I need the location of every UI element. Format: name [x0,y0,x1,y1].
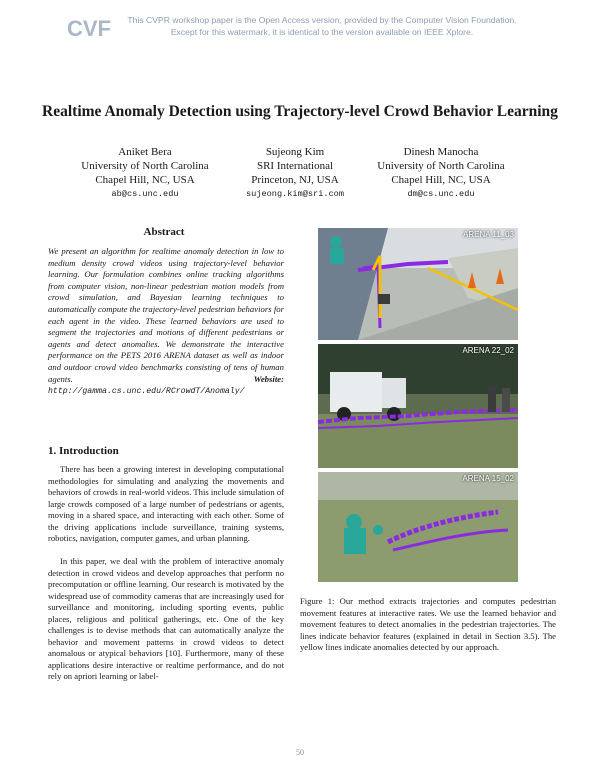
abstract-body [48,246,284,398]
intro-paragraph-1: There has been a growing interest in developing computational methodologies for simulating and analyzing the movements and behaviors of crowds in real-world videos. This include simulation of large crowds composed of a large number of pedestrians or agents, moving in a shared space, and interacting with each other. Some of the driving applications include surveillance, training systems, robotics, navigation, computer games, and urban planning. [48,464,284,543]
author-affiliation: SRI International [256,160,334,172]
section-heading: 1. Introduction [48,445,119,457]
author-location: Princeton, NJ, USA [251,174,339,186]
figure-tag: ARENA 15_02 [462,474,514,483]
watermark-text [112,15,532,38]
author-name: Aniket Bera [118,146,172,158]
author-email: sujeong.kim@sri.com [246,189,344,199]
page-number: 50 [296,748,304,757]
author-affiliation: University of North Carolina [81,160,209,172]
cvf-logo-text: CVF [67,16,111,41]
cvf-logo [66,14,111,42]
figure-image-arena-11-03 [318,228,518,340]
abstract-text: We present an algorithm for realtime anomaly detection in low to medium density crowd videos using trajectory-level behavior learning. Our formulation combines online tracking algorithms from computer vision, non-linear pedestrian motion models from crowd simulation, and Bayesian learning techniques to automatically compute the trajectory-level pedestrian behaviors for each agent in the video. These learned behaviors are used to segment the trajectories and motions of different pedestrians or agents and detect anomalies. We demonstrate the interactive performance on the PETS 2016 ARENA dataset as well as indoor and outdoor crowd video benchmarks consisting of tens of human agents. [48,246,284,384]
watermark-line-2: Except for this watermark, it is identical to the version available on IEEE Xplore. [170,26,474,37]
figure-tag: ARENA 11_03 [463,230,514,239]
author-block [220,145,370,201]
figure-image-arena-22-02 [318,344,518,468]
author-email: dm@cs.unc.edu [407,189,475,199]
paper-title: Realtime Anomaly Detection using Trajectory-level Crowd Behavior Learning [42,103,558,120]
author-block [60,145,230,201]
figure-caption: Figure 1: Our method extracts trajectories and computes pedestrian movement features at interactive rates. We use the learned behavior and movement features to detect anomalies in the pedestrian trajectories. The lines indicate behavior features (explained in detail in Section 3.5). The yellow lines indicate anomalies detected by our approach. [300,596,556,652]
author-location: Chapel Hill, NC, USA [391,174,491,186]
author-name: Sujeong Kim [265,146,325,158]
author-name: Dinesh Manocha [403,146,479,158]
figure-tag: ARENA 22_02 [462,346,514,355]
website-label: Website: [253,373,284,384]
author-email: ab@cs.unc.edu [111,189,179,199]
author-location: Chapel Hill, NC, USA [95,174,195,186]
watermark-line-1: This CVPR workshop paper is the Open Access version, provided by the Computer Vision Foundation. [127,15,517,25]
author-block [356,145,526,201]
author-affiliation: University of North Carolina [377,160,505,172]
figure-image-arena-15-02 [318,472,518,582]
abstract-heading: Abstract [143,226,185,238]
intro-paragraph-2: In this paper, we deal with the problem of interactive anomaly detection in crowd videos and develop approaches that perform no precomputation or offline learning. Our research is motivated by the widespread use of commodity cameras that are increasingly used for surveillance and monitoring, including sporting events, public places, religious and political gatherings, etc. One of the key challenges is to devise methods that can automatically analyze the behavior and movement patterns in crowd videos to detect anomalous or atypical behaviors [10]. Furthermore, many of these applications desire interactive or realtime performance, and do not rely on apriori learning or label- [48,556,284,681]
website-link[interactable]: http://gamma.cs.unc.edu/RCrowdT/Anomaly/ [48,387,245,397]
